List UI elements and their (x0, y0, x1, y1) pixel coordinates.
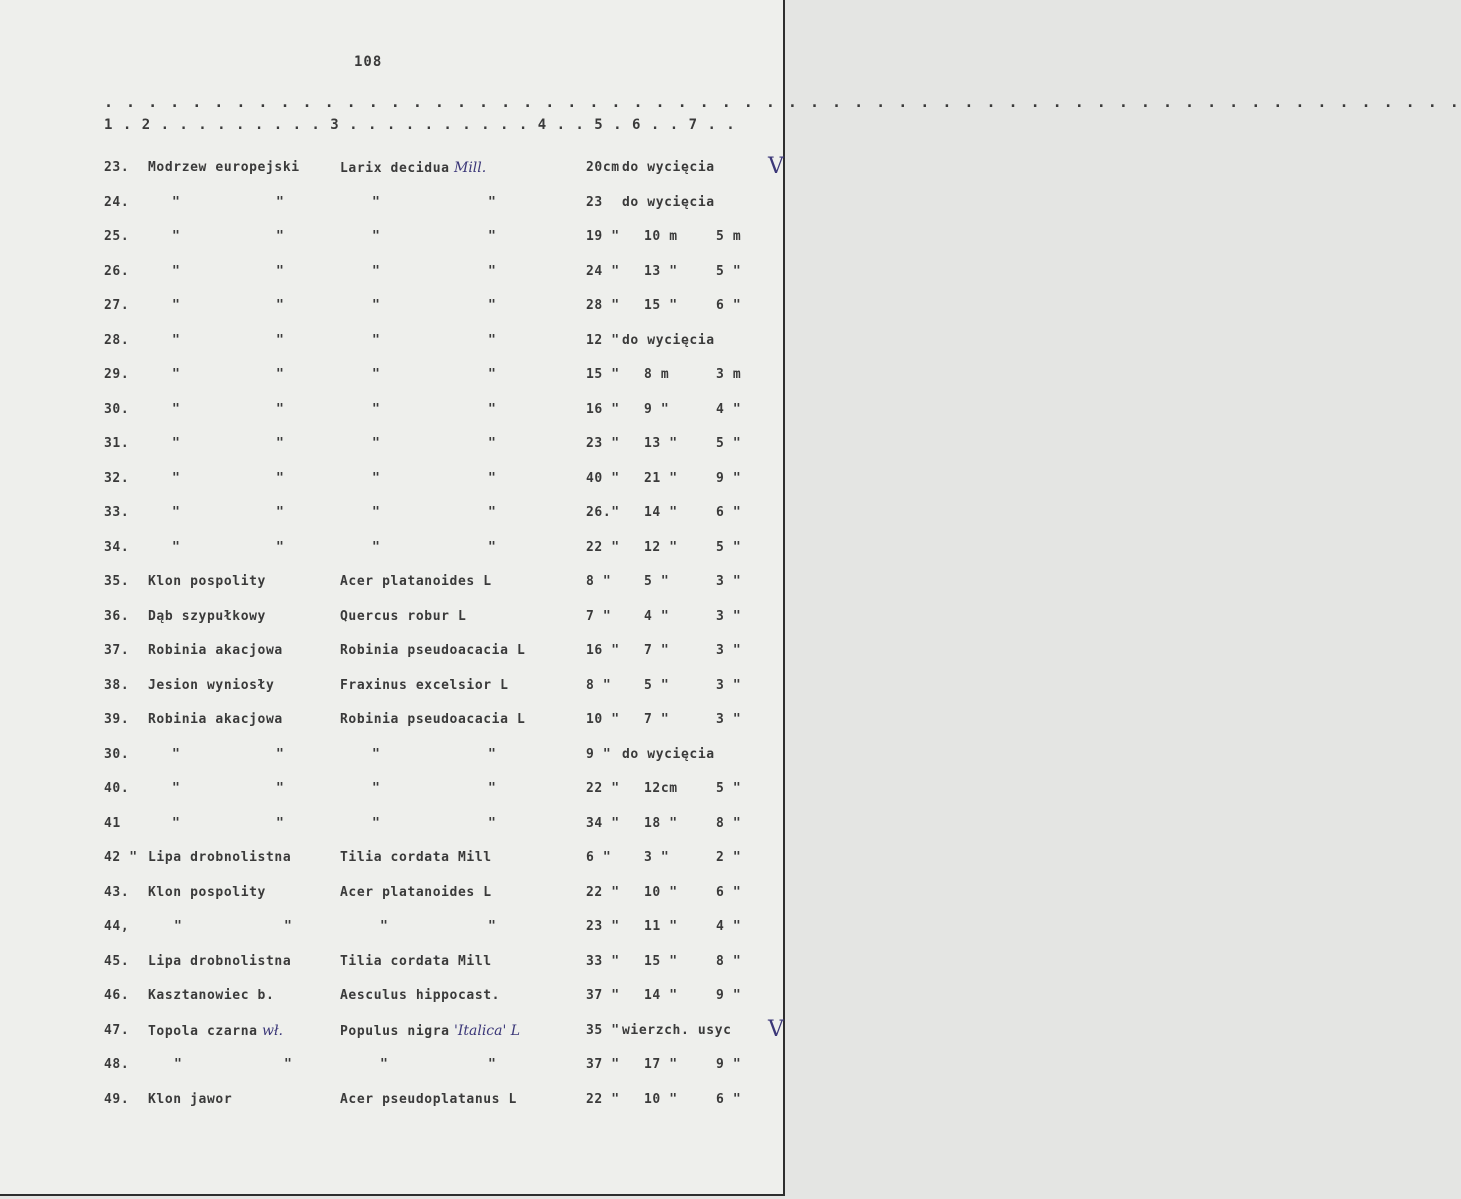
table-row (0, 471, 785, 506)
trunk-circumference: 10 " (586, 712, 620, 727)
tree-height: 11 " (644, 919, 678, 934)
species-name-latin: Tilia cordata Mill (340, 953, 492, 969)
table-row (0, 436, 785, 471)
row-number: 30. (104, 746, 130, 762)
row-number: 29. (104, 367, 130, 382)
trunk-circumference: 7 " (586, 608, 612, 624)
ditto-mark: " (172, 815, 181, 831)
trunk-circumference: 33 " (586, 953, 620, 969)
handwritten-note: Mill. (449, 160, 487, 176)
ditto-mark: " (172, 194, 181, 210)
tree-height: 3 " (644, 850, 670, 865)
crown-diameter: 8 " (716, 815, 742, 831)
species-name-polish: Modrzew europejski (148, 160, 300, 175)
ditto-mark: " (488, 815, 497, 831)
tree-height: 7 " (644, 643, 670, 658)
ditto-mark: " (276, 194, 285, 210)
row-number: 25. (104, 229, 130, 244)
ditto-mark: " (488, 436, 497, 451)
ditto-mark: " (488, 781, 497, 796)
ditto-mark: " (172, 298, 181, 313)
tree-height: 12 " (644, 539, 678, 555)
tree-height: 13 " (644, 263, 678, 279)
trunk-circumference: 23 " (586, 436, 620, 451)
ditto-mark: " (276, 436, 285, 451)
column-number-header: 1 . 2 . . . . . . . . . 3 . . . . . . . . . . 4 . . 5 . 6 . . 7 . . (104, 117, 736, 133)
table-row (0, 505, 785, 540)
tree-inventory-table (0, 154, 785, 1126)
tree-height: 17 " (644, 1057, 678, 1072)
table-row (0, 540, 785, 575)
crown-diameter: 3 m (716, 367, 742, 382)
table-row (0, 643, 785, 678)
handwritten-note: wł. (257, 1022, 283, 1039)
ditto-mark: " (172, 470, 181, 486)
ditto-mark: " (488, 401, 497, 417)
trunk-circumference: 23 (586, 194, 603, 210)
table-row (0, 919, 785, 954)
crown-diameter: 6 " (716, 505, 742, 520)
row-number: 24. (104, 194, 130, 210)
row-number: 36. (104, 608, 130, 624)
ditto-mark: " (276, 746, 285, 762)
crown-diameter: 6 " (716, 884, 742, 900)
crown-diameter: 4 " (716, 401, 742, 417)
species-name-polish: Jesion wyniosły (148, 677, 275, 693)
species-name-polish: Klon jawor (148, 1091, 233, 1107)
row-number: 37. (104, 643, 130, 658)
ditto-mark: " (172, 229, 181, 244)
ditto-mark: " (276, 781, 285, 796)
ditto-mark: " (488, 194, 497, 210)
row-number: 46. (104, 988, 130, 1003)
table-row (0, 885, 785, 920)
remark: do wycięcia (622, 160, 715, 175)
table-row (0, 1057, 785, 1092)
ditto-mark: " (488, 746, 497, 762)
row-number: 47. (104, 1022, 130, 1038)
ditto-mark: " (372, 298, 381, 313)
trunk-circumference: 8 " (586, 574, 612, 589)
crown-diameter: 5 m (716, 229, 742, 244)
tree-height: 8 m (644, 367, 670, 382)
row-number: 49. (104, 1091, 130, 1107)
species-name-latin: Acer platanoides L (340, 574, 492, 589)
table-row (0, 1092, 785, 1127)
ditto-mark: " (372, 539, 381, 555)
species-name-latin: Robinia pseudoacacia L (340, 643, 526, 658)
tree-height: 4 " (644, 608, 670, 624)
table-row (0, 574, 785, 609)
row-number: 33. (104, 505, 130, 520)
species-name-latin: Acer pseudoplatanus L (340, 1091, 517, 1107)
ditto-mark: " (276, 367, 285, 382)
remark: wierzch. usyc (622, 1022, 732, 1038)
tree-height: 14 " (644, 988, 678, 1003)
ditto-mark: " (276, 298, 285, 313)
species-name-latin: Tilia cordata Mill (340, 850, 492, 865)
species-name-latin: Robinia pseudoacacia L (340, 712, 526, 727)
ditto-mark: " (380, 919, 389, 934)
ditto-mark: " (172, 505, 181, 520)
species-name-polish: Kasztanowiec b. (148, 988, 275, 1003)
crown-diameter: 3 " (716, 608, 742, 624)
row-number: 40. (104, 781, 130, 796)
species-name-latin: Aesculus hippocast. (340, 988, 501, 1003)
row-number: 42 " (104, 850, 138, 865)
ditto-mark: " (380, 1057, 389, 1072)
trunk-circumference: 22 " (586, 539, 620, 555)
crown-diameter: 3 " (716, 643, 742, 658)
dotted-separator: . . . . . . . . . . . . . . . . . . . . . . . . . . . . . . . . . . . . . . . . . . . . . . . . . . . . . . . . . . . . . . (104, 93, 1461, 111)
species-name-polish: Topola czarna wł. (148, 1022, 283, 1039)
trunk-circumference: 19 " (586, 229, 620, 244)
table-row (0, 816, 785, 851)
table-row (0, 747, 785, 782)
ditto-mark: " (488, 298, 497, 313)
tree-height: 15 " (644, 953, 678, 969)
crown-diameter: 6 " (716, 1091, 742, 1107)
tree-height: 7 " (644, 712, 670, 727)
row-number: 39. (104, 712, 130, 727)
remark: do wycięcia (622, 332, 715, 348)
ditto-mark: " (172, 263, 181, 279)
trunk-circumference: 16 " (586, 401, 620, 417)
ditto-mark: " (372, 746, 381, 762)
ditto-mark: " (172, 332, 181, 348)
ditto-mark: " (276, 470, 285, 486)
trunk-circumference: 22 " (586, 781, 620, 796)
trunk-circumference: 37 " (586, 988, 620, 1003)
ditto-mark: " (174, 1057, 183, 1072)
tree-height: 5 " (644, 677, 670, 693)
table-row (0, 154, 785, 195)
table-row (0, 264, 785, 299)
crown-diameter: 2 " (716, 850, 742, 865)
handwritten-note: 'Italica' L (449, 1022, 521, 1039)
trunk-circumference: 12 " (586, 332, 620, 348)
trunk-circumference: 34 " (586, 815, 620, 831)
ditto-mark: " (372, 194, 381, 210)
trunk-circumference: 22 " (586, 884, 620, 900)
tree-height: 15 " (644, 298, 678, 313)
crown-diameter: 3 " (716, 574, 742, 589)
handwritten-checkmark: V (768, 154, 785, 179)
table-row (0, 333, 785, 368)
handwritten-checkmark: V (768, 1016, 785, 1042)
tree-height: 18 " (644, 815, 678, 831)
crown-diameter: 5 " (716, 539, 742, 555)
table-row (0, 229, 785, 264)
ditto-mark: " (488, 919, 497, 934)
tree-height: 14 " (644, 505, 678, 520)
table-row (0, 195, 785, 230)
species-name-latin: Larix decidua Mill. (340, 160, 487, 176)
species-name-polish: Dąb szypułkowy (148, 608, 266, 624)
ditto-mark: " (172, 367, 181, 382)
ditto-mark: " (372, 815, 381, 831)
remark: do wycięcia (622, 194, 715, 210)
trunk-circumference: 24 " (586, 263, 620, 279)
species-name-latin: Fraxinus excelsior L (340, 677, 509, 693)
ditto-mark: " (488, 332, 497, 348)
crown-diameter: 9 " (716, 988, 742, 1003)
ditto-mark: " (276, 539, 285, 555)
ditto-mark: " (488, 539, 497, 555)
tree-height: 10 " (644, 884, 678, 900)
table-row (0, 298, 785, 333)
row-number: 48. (104, 1057, 130, 1072)
trunk-circumference: 35 " (586, 1022, 620, 1038)
row-number: 34. (104, 539, 130, 555)
table-row (0, 609, 785, 644)
table-row (0, 988, 785, 1023)
table-row (0, 678, 785, 713)
crown-diameter: 5 " (716, 781, 742, 796)
trunk-circumference: 6 " (586, 850, 612, 865)
trunk-circumference: 40 " (586, 470, 620, 486)
ditto-mark: " (372, 505, 381, 520)
ditto-mark: " (284, 1057, 293, 1072)
table-row (0, 1016, 785, 1058)
species-name-latin: Quercus robur L (340, 608, 467, 624)
ditto-mark: " (284, 919, 293, 934)
species-name-polish: Klon pospolity (148, 884, 266, 900)
trunk-circumference: 20cm (586, 160, 620, 175)
ditto-mark: " (276, 263, 285, 279)
row-number: 27. (104, 298, 130, 313)
row-number: 41 (104, 815, 121, 831)
crown-diameter: 6 " (716, 298, 742, 313)
tree-height: 5 " (644, 574, 670, 589)
ditto-mark: " (276, 815, 285, 831)
ditto-mark: " (488, 1057, 497, 1072)
trunk-circumference: 23 " (586, 919, 620, 934)
trunk-circumference: 9 " (586, 746, 612, 762)
table-row (0, 712, 785, 747)
ditto-mark: " (276, 332, 285, 348)
row-number: 45. (104, 953, 130, 969)
row-number: 26. (104, 263, 130, 279)
trunk-circumference: 15 " (586, 367, 620, 382)
ditto-mark: " (488, 229, 497, 244)
row-number: 35. (104, 574, 130, 589)
row-number: 32. (104, 470, 130, 486)
trunk-circumference: 28 " (586, 298, 620, 313)
table-row (0, 367, 785, 402)
ditto-mark: " (372, 401, 381, 417)
tree-height: 21 " (644, 470, 678, 486)
crown-diameter: 4 " (716, 919, 742, 934)
row-number: 31. (104, 436, 130, 451)
trunk-circumference: 37 " (586, 1057, 620, 1072)
tree-height: 10 " (644, 1091, 678, 1107)
row-number: 30. (104, 401, 130, 417)
ditto-mark: " (172, 781, 181, 796)
row-number: 44, (104, 919, 130, 934)
trunk-circumference: 16 " (586, 643, 620, 658)
trunk-circumference: 22 " (586, 1091, 620, 1107)
ditto-mark: " (172, 401, 181, 417)
crown-diameter: 5 " (716, 263, 742, 279)
ditto-mark: " (488, 367, 497, 382)
crown-diameter: 3 " (716, 712, 742, 727)
ditto-mark: " (276, 505, 285, 520)
trunk-circumference: 8 " (586, 677, 612, 693)
ditto-mark: " (372, 436, 381, 451)
ditto-mark: " (172, 436, 181, 451)
species-name-latin: Populus nigra 'Italica' L (340, 1022, 521, 1039)
tree-height: 10 m (644, 229, 678, 244)
ditto-mark: " (488, 505, 497, 520)
tree-height: 9 " (644, 401, 670, 417)
ditto-mark: " (174, 919, 183, 934)
crown-diameter: 8 " (716, 953, 742, 969)
table-row (0, 850, 785, 885)
page-number: 108 (354, 54, 383, 70)
row-number: 38. (104, 677, 130, 693)
species-name-polish: Robinia akacjowa (148, 712, 283, 727)
tree-height: 12cm (644, 781, 678, 796)
crown-diameter: 9 " (716, 1057, 742, 1072)
ditto-mark: " (372, 781, 381, 796)
ditto-mark: " (372, 470, 381, 486)
species-name-polish: Robinia akacjowa (148, 643, 283, 658)
species-name-polish: Klon pospolity (148, 574, 266, 589)
ditto-mark: " (372, 229, 381, 244)
species-name-polish: Lipa drobnolistna (148, 850, 292, 865)
crown-diameter: 3 " (716, 677, 742, 693)
row-number: 28. (104, 332, 130, 348)
ditto-mark: " (372, 367, 381, 382)
ditto-mark: " (276, 401, 285, 417)
ditto-mark: " (276, 229, 285, 244)
crown-diameter: 5 " (716, 436, 742, 451)
table-row (0, 781, 785, 816)
ditto-mark: " (172, 539, 181, 555)
ditto-mark: " (372, 332, 381, 348)
ditto-mark: " (372, 263, 381, 279)
crown-diameter: 9 " (716, 470, 742, 486)
ditto-mark: " (488, 470, 497, 486)
remark: do wycięcia (622, 746, 715, 762)
species-name-latin: Acer platanoides L (340, 884, 492, 900)
tree-height: 13 " (644, 436, 678, 451)
trunk-circumference: 26." (586, 505, 620, 520)
ditto-mark: " (488, 263, 497, 279)
species-name-polish: Lipa drobnolistna (148, 953, 292, 969)
table-row (0, 954, 785, 989)
ditto-mark: " (172, 746, 181, 762)
table-row (0, 402, 785, 437)
row-number: 43. (104, 884, 130, 900)
row-number: 23. (104, 160, 130, 175)
